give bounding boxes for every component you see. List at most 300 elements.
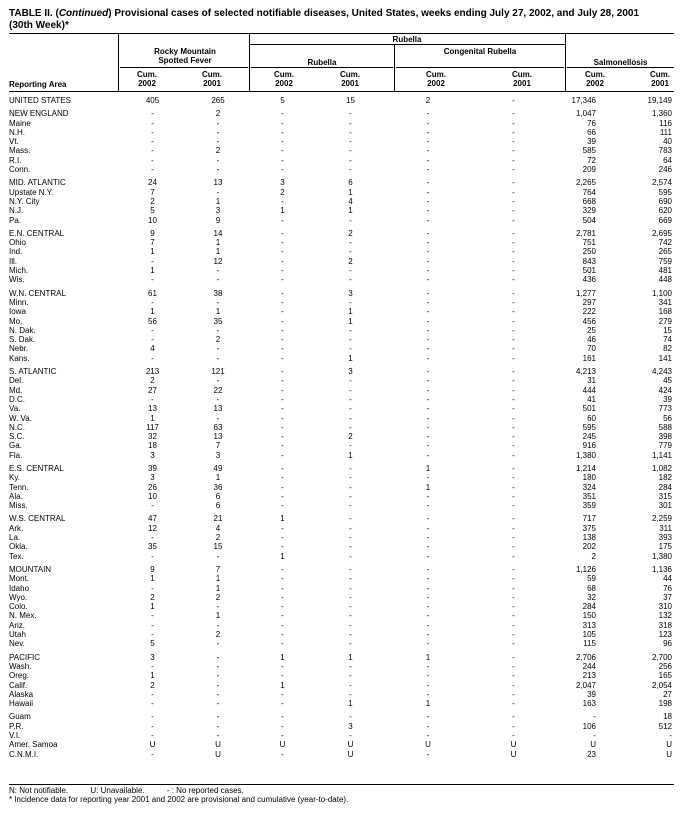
cum-2001-header: Cum. 2001 xyxy=(650,70,670,88)
value-cell: 213 xyxy=(145,367,160,377)
value-cell: - xyxy=(281,482,284,492)
value-cell: - xyxy=(281,394,284,404)
value-cell: 444 xyxy=(582,385,596,395)
value-cell: - xyxy=(349,731,352,740)
value-cell: 1,380 xyxy=(651,551,672,561)
table-row xyxy=(9,156,674,165)
value-cell: 783 xyxy=(658,146,672,156)
value-cell: - xyxy=(349,325,352,335)
value-cell: - xyxy=(512,146,515,156)
value-cell: 12 xyxy=(213,256,223,266)
value-cell: - xyxy=(512,325,515,335)
value-cell: 2,706 xyxy=(575,652,596,662)
value-cell: - xyxy=(512,583,515,593)
value-cell: 246 xyxy=(658,165,672,175)
value-cell: - xyxy=(426,109,430,119)
value-cell: - xyxy=(281,620,284,630)
value-cell: 398 xyxy=(658,432,672,442)
value-cell: - xyxy=(512,196,515,206)
table-row xyxy=(9,238,674,247)
reporting-area-header: Reporting Area xyxy=(9,80,67,89)
value-cell: - xyxy=(281,533,284,543)
value-cell: - xyxy=(281,146,284,156)
value-cell: 165 xyxy=(658,671,672,681)
value-cell: - xyxy=(349,712,352,722)
table-row xyxy=(9,639,674,648)
value-cell: - xyxy=(426,127,430,137)
value-cell: 324 xyxy=(582,482,596,492)
value-cell: - xyxy=(426,611,430,621)
value-cell: - xyxy=(281,583,284,593)
value-cell: - xyxy=(349,602,352,612)
table-row xyxy=(9,229,674,238)
value-cell: - xyxy=(151,712,154,722)
cum-2001-header: Cum. 2001 xyxy=(512,70,532,88)
value-cell: - xyxy=(349,155,352,165)
value-cell: - xyxy=(281,335,284,345)
value-cell: - xyxy=(512,187,515,197)
value-cell: - xyxy=(349,533,352,543)
value-cell: 13 xyxy=(148,404,157,414)
value-cell: - xyxy=(281,501,284,511)
value-cell: - xyxy=(281,155,284,165)
value-cell: 1,360 xyxy=(651,109,672,119)
title-prefix: TABLE II. ( xyxy=(9,8,59,19)
value-cell: 315 xyxy=(658,491,672,501)
reporting-area-cell: Mass. xyxy=(9,146,31,156)
value-cell: - xyxy=(281,228,284,238)
reporting-area-cell: MOUNTAIN xyxy=(9,564,52,574)
table-row xyxy=(9,611,674,620)
value-cell: - xyxy=(512,574,515,584)
value-cell: 13 xyxy=(213,178,223,188)
value-cell: - xyxy=(426,307,430,317)
value-cell: U xyxy=(666,749,672,759)
value-cell: - xyxy=(512,376,515,386)
value-cell: 213 xyxy=(582,671,596,681)
value-cell: - xyxy=(426,620,430,630)
value-cell: - xyxy=(349,491,352,501)
value-cell: - xyxy=(426,394,430,404)
value-cell: 209 xyxy=(582,165,596,175)
value-cell: 501 xyxy=(582,404,596,414)
value-cell: 595 xyxy=(582,422,596,432)
value-cell: - xyxy=(426,256,430,266)
value-cell: 2 xyxy=(425,96,431,105)
value-cell: - xyxy=(512,639,515,649)
value-cell: 1,082 xyxy=(651,463,672,473)
value-cell: - xyxy=(512,473,515,483)
value-cell: 7 xyxy=(215,441,221,451)
cum-2001-header: Cum. 2001 xyxy=(202,70,222,88)
reporting-area-cell: E.S. CENTRAL xyxy=(9,463,64,473)
value-cell: - xyxy=(512,127,515,137)
reporting-area-cell: UNITED STATES xyxy=(9,96,71,105)
reporting-area-cell: Miss. xyxy=(9,501,28,511)
value-cell: - xyxy=(426,574,430,584)
value-cell: - xyxy=(426,376,430,386)
value-cell: 1 xyxy=(150,413,155,423)
value-cell: - xyxy=(281,316,284,326)
value-cell: 3 xyxy=(150,450,155,460)
value-cell: 1 xyxy=(215,247,221,257)
reporting-area-cell: Nev. xyxy=(9,639,25,649)
value-cell: 41 xyxy=(587,394,596,404)
value-cell: 4 xyxy=(215,523,221,533)
value-cell: 64 xyxy=(663,155,672,165)
value-cell: 150 xyxy=(582,611,596,621)
value-cell: 6 xyxy=(215,501,221,511)
value-cell: 1,380 xyxy=(575,450,596,460)
value-cell: - xyxy=(512,652,515,662)
value-cell: - xyxy=(426,671,430,681)
value-cell: - xyxy=(349,671,352,681)
table-row xyxy=(9,464,674,473)
value-cell: - xyxy=(281,266,284,276)
value-cell: - xyxy=(281,630,284,640)
value-cell: - xyxy=(281,450,284,460)
value-cell: - xyxy=(216,689,220,699)
value-cell: 2,781 xyxy=(575,228,596,238)
value-cell: 24 xyxy=(148,178,157,188)
table-row xyxy=(9,317,674,326)
value-cell: - xyxy=(216,137,220,147)
value-cell: - xyxy=(216,127,220,137)
value-cell: 163 xyxy=(582,699,596,709)
value-cell: - xyxy=(426,441,430,451)
value-cell: 359 xyxy=(582,501,596,511)
value-cell: 256 xyxy=(658,661,672,671)
value-cell: - xyxy=(349,127,352,137)
value-cell: - xyxy=(151,353,154,363)
rmsf-subrule xyxy=(120,67,248,68)
value-cell: - xyxy=(281,109,284,119)
value-cell: 202 xyxy=(582,542,596,552)
value-cell: 1 xyxy=(150,574,155,584)
value-cell: 17,346 xyxy=(571,96,596,105)
reporting-area-cell: Colo. xyxy=(9,602,28,612)
table-row xyxy=(9,188,674,197)
value-cell: 82 xyxy=(663,344,672,354)
value-cell: - xyxy=(426,413,430,423)
reporting-area-cell: Nebr. xyxy=(9,344,29,354)
value-cell: 198 xyxy=(658,699,672,709)
value-cell: 1,126 xyxy=(575,564,596,574)
value-cell: - xyxy=(151,611,154,621)
value-cell: - xyxy=(216,602,220,612)
value-cell: - xyxy=(281,564,284,574)
value-cell: - xyxy=(349,422,352,432)
value-cell: 751 xyxy=(582,238,596,248)
value-cell: - xyxy=(349,564,352,574)
value-cell: - xyxy=(216,344,220,354)
reporting-area-cell: P.R. xyxy=(9,721,24,731)
col-divider xyxy=(118,34,119,91)
data-table xyxy=(9,96,674,759)
reporting-area-cell: Mich. xyxy=(9,266,29,276)
reporting-area-cell: Wis. xyxy=(9,275,25,285)
table-row xyxy=(9,514,674,523)
reporting-area-cell: N.J. xyxy=(9,206,24,216)
reporting-area-cell: Wash. xyxy=(9,661,32,671)
value-cell: 1 xyxy=(150,671,155,681)
table-row xyxy=(9,524,674,533)
value-cell: 843 xyxy=(582,256,596,266)
value-cell: - xyxy=(349,680,352,690)
value-cell: - xyxy=(512,514,515,524)
value-cell: 375 xyxy=(582,523,596,533)
value-cell: 501 xyxy=(582,266,596,276)
value-cell: - xyxy=(281,325,284,335)
value-cell: 2 xyxy=(280,187,285,197)
value-cell: - xyxy=(512,316,515,326)
value-cell: - xyxy=(281,523,284,533)
value-cell: - xyxy=(349,482,352,492)
reporting-area-cell: W. Va. xyxy=(9,413,32,423)
value-cell: - xyxy=(426,721,430,731)
value-cell: 7 xyxy=(150,238,155,248)
value-cell: - xyxy=(512,463,515,473)
value-cell: 222 xyxy=(582,307,596,317)
value-cell: 61 xyxy=(148,288,157,298)
value-cell: - xyxy=(426,602,430,612)
value-cell: - xyxy=(216,721,220,731)
value-cell: - xyxy=(512,247,515,257)
value-cell: - xyxy=(216,680,220,690)
table-row xyxy=(9,621,674,630)
salmonellosis-subrule xyxy=(567,67,674,68)
value-cell: 15 xyxy=(663,325,672,335)
value-cell: 5 xyxy=(150,206,155,216)
table-row xyxy=(9,354,674,363)
value-cell: - xyxy=(426,118,430,128)
value-cell: - xyxy=(426,297,430,307)
value-cell: - xyxy=(426,523,430,533)
value-cell: - xyxy=(426,335,430,345)
value-cell: - xyxy=(349,413,352,423)
congenital-subrule xyxy=(396,67,564,68)
value-cell: - xyxy=(426,275,430,285)
value-cell: - xyxy=(281,127,284,137)
value-cell: - xyxy=(281,611,284,621)
value-cell: - xyxy=(281,463,284,473)
table-row xyxy=(9,750,674,759)
value-cell: - xyxy=(426,367,430,377)
table-row xyxy=(9,367,674,376)
value-cell: - xyxy=(349,109,352,119)
value-cell: - xyxy=(151,699,154,709)
reporting-area-cell: Pa. xyxy=(9,215,22,225)
value-cell: - xyxy=(349,523,352,533)
value-cell: - xyxy=(349,118,352,128)
value-cell: - xyxy=(281,297,284,307)
value-cell: - xyxy=(512,137,515,147)
value-cell: - xyxy=(512,266,515,276)
value-cell: - xyxy=(349,165,352,175)
value-cell: - xyxy=(349,376,352,386)
value-cell: 2,047 xyxy=(575,680,596,690)
value-cell: 1 xyxy=(280,551,285,561)
value-cell: - xyxy=(512,564,515,574)
value-cell: 916 xyxy=(582,441,596,451)
value-cell: - xyxy=(593,712,596,722)
reporting-area-cell: R.I. xyxy=(9,155,22,165)
value-cell: 180 xyxy=(582,473,596,483)
value-cell: 1 xyxy=(348,652,353,662)
value-cell: - xyxy=(216,712,220,722)
value-cell: 1 xyxy=(215,574,221,584)
reporting-area-cell: N. Mex. xyxy=(9,611,37,621)
value-cell: 1,136 xyxy=(651,564,672,574)
value-cell: 116 xyxy=(659,118,672,128)
value-cell: 27 xyxy=(663,689,672,699)
value-cell: 105 xyxy=(582,630,596,640)
value-cell: 1 xyxy=(348,450,353,460)
value-cell: 70 xyxy=(587,344,596,354)
value-cell: - xyxy=(426,712,430,722)
value-cell: 244 xyxy=(582,661,596,671)
value-cell: - xyxy=(426,564,430,574)
value-cell: 393 xyxy=(658,533,672,543)
value-cell: U xyxy=(590,740,596,750)
value-cell: - xyxy=(512,602,515,612)
value-cell: 2 xyxy=(150,680,155,690)
value-cell: - xyxy=(151,137,154,147)
table-row xyxy=(9,165,674,174)
value-cell: 2,700 xyxy=(651,652,672,662)
value-cell: 27 xyxy=(148,385,157,395)
reporting-area-cell: E.N. CENTRAL xyxy=(9,228,65,238)
value-cell: - xyxy=(426,514,430,524)
value-cell: 39 xyxy=(587,137,596,147)
value-cell: - xyxy=(216,652,220,662)
value-cell: 405 xyxy=(145,96,160,105)
value-cell: U xyxy=(510,740,517,750)
table-row xyxy=(9,414,674,423)
value-cell: 18 xyxy=(663,712,672,722)
value-cell: 1 xyxy=(150,307,155,317)
reporting-area-cell: D.C. xyxy=(9,394,25,404)
value-cell: 1,047 xyxy=(575,109,596,119)
value-cell: 2,265 xyxy=(575,178,596,188)
value-cell: - xyxy=(593,731,596,740)
value-cell: - xyxy=(151,165,154,175)
value-cell: - xyxy=(281,671,284,681)
value-cell: 456 xyxy=(582,316,596,326)
value-cell: - xyxy=(426,146,430,156)
value-cell: - xyxy=(426,639,430,649)
table-row xyxy=(9,722,674,731)
value-cell: 106 xyxy=(582,721,596,731)
value-cell: U xyxy=(347,749,354,759)
value-cell: 436 xyxy=(582,275,596,285)
value-cell: - xyxy=(512,367,515,377)
value-cell: - xyxy=(281,413,284,423)
title-week: (30th Week)* xyxy=(9,20,69,31)
value-cell: 2 xyxy=(591,551,596,561)
value-cell: 14 xyxy=(213,228,223,238)
value-cell: - xyxy=(349,639,352,649)
value-cell: - xyxy=(426,542,430,552)
value-cell: - xyxy=(281,238,284,248)
reporting-area-cell: Ariz. xyxy=(9,620,25,630)
value-cell: - xyxy=(512,353,515,363)
value-cell: - xyxy=(216,661,220,671)
value-cell: - xyxy=(281,165,284,175)
value-cell: 1 xyxy=(348,307,353,317)
rubella-group-rule xyxy=(249,44,565,45)
reporting-area-cell: Del. xyxy=(9,376,24,386)
salmonellosis-header: Salmonellosis xyxy=(593,58,648,67)
value-cell: - xyxy=(281,196,284,206)
value-cell: - xyxy=(216,325,220,335)
value-cell: - xyxy=(426,501,430,511)
table-row xyxy=(9,376,674,385)
value-cell: - xyxy=(151,325,154,335)
reporting-area-cell: PACIFIC xyxy=(9,652,40,662)
value-cell: - xyxy=(151,620,154,630)
value-cell: - xyxy=(349,275,352,285)
value-cell: - xyxy=(426,630,430,640)
value-cell: 35 xyxy=(213,316,223,326)
value-cell: - xyxy=(512,661,515,671)
value-cell: 19,149 xyxy=(647,96,672,105)
table-row xyxy=(9,473,674,482)
reporting-area-cell: Guam xyxy=(9,712,31,722)
value-cell: - xyxy=(512,551,515,561)
value-cell: - xyxy=(426,473,430,483)
value-cell: 13 xyxy=(213,432,223,442)
value-cell: - xyxy=(151,297,154,307)
value-cell: 36 xyxy=(213,482,223,492)
value-cell: - xyxy=(151,501,154,511)
value-cell: 31 xyxy=(587,376,596,386)
value-cell: - xyxy=(426,155,430,165)
value-cell: - xyxy=(426,491,430,501)
value-cell: - xyxy=(512,689,515,699)
value-cell: - xyxy=(151,394,154,404)
value-cell: U xyxy=(149,740,156,750)
value-cell: - xyxy=(349,441,352,451)
value-cell: 35 xyxy=(148,542,157,552)
value-cell: - xyxy=(512,620,515,630)
value-cell: - xyxy=(349,247,352,257)
value-cell: - xyxy=(281,137,284,147)
footnote-legend: N: Not notifiable. U: Unavailable. - : No reported cases. xyxy=(9,786,244,795)
value-cell: 1 xyxy=(425,699,431,709)
value-cell: 351 xyxy=(582,491,596,501)
value-cell: - xyxy=(216,376,220,386)
table-row xyxy=(9,109,674,118)
value-cell: - xyxy=(151,689,154,699)
value-cell: - xyxy=(512,228,515,238)
value-cell: 1 xyxy=(215,196,221,206)
value-cell: - xyxy=(426,196,430,206)
value-cell: - xyxy=(512,215,515,225)
value-cell: - xyxy=(426,689,430,699)
value-cell: 121 xyxy=(211,367,225,377)
value-cell: 250 xyxy=(582,247,596,257)
value-cell: - xyxy=(281,473,284,483)
value-cell: - xyxy=(281,344,284,354)
table-row xyxy=(9,178,674,187)
table-row xyxy=(9,565,674,574)
value-cell: - xyxy=(151,731,154,740)
value-cell: - xyxy=(216,275,220,285)
value-cell: - xyxy=(426,353,430,363)
reporting-area-cell: Mont. xyxy=(9,574,30,584)
value-cell: 3 xyxy=(150,473,155,483)
